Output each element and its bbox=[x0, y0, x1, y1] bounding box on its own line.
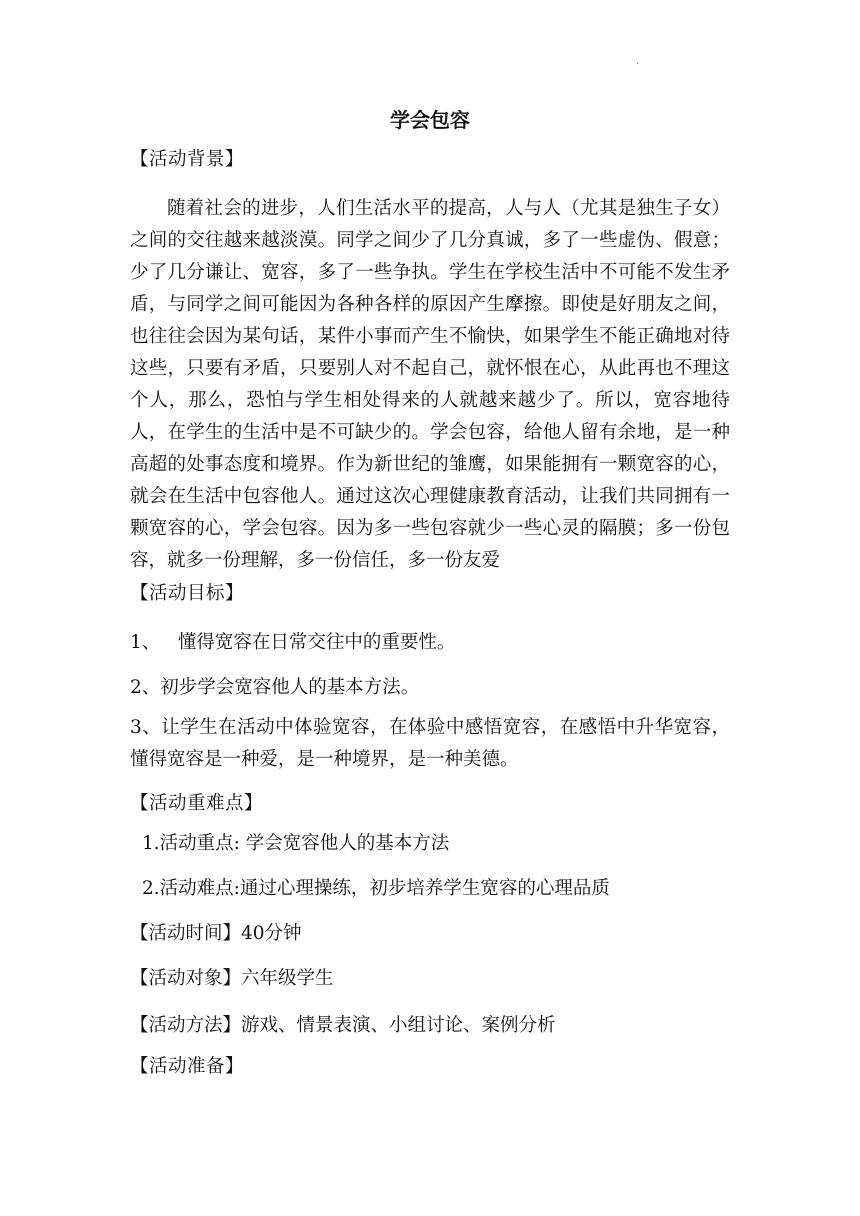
header-mark: . bbox=[636, 56, 640, 67]
page-title: 学会包容 bbox=[390, 108, 470, 132]
goal-item-3: 3、让学生在活动中体验宽容，在体验中感悟宽容，在感悟中升华宽容，懂得宽容是一种爱，是一种境界，是一种美德。 bbox=[130, 717, 730, 770]
background-paragraph: 随着社会的进步，人们生活水平的提高，人与人（尤其是独生子女）之间的交往越来越淡漠。同学之间少了几分真诚，多了一些虚伪、假意；少了几分谦让、宽容，多了一些争执。学生在学校生活中不可能不发生矛盾，与同学之间可能因为各种各样的原因产生摩擦。即使是好朋友之间，也往往会因为某句话，某件小事而产生不愉快，如果学生不能正确地对待这些，只要有矛盾，只要别人对不起自己，就怀恨在心，从此再也不理这个人，那么，恐怕与学生相处得来的人就越来越少了。所以，宽容地待人，在学生的生活中是不可缺少的。学会包容，给他人留有余地，是一种高超的处事态度和境界。作为新世纪的雏鹰，如果能拥有一颗宽容的心，就会在生活中包容他人。通过这次心理健康教育活动，让我们共同拥有一颗宽容的心，学会包容。因为多一些包容就少一些心灵的隔膜；多一份包容，就多一份理解，多一份信任，多一份友爱 bbox=[130, 198, 730, 571]
activity-time: 【活动时间】40分钟 bbox=[130, 923, 302, 944]
preparation-heading: 【活动准备】 bbox=[130, 1056, 245, 1077]
key-points-heading: 【活动重难点】 bbox=[130, 793, 264, 814]
goal-item-2: 2、初步学会宽容他人的基本方法。 bbox=[130, 677, 420, 698]
activity-methods: 【活动方法】游戏、情景表演、小组讨论、案例分析 bbox=[130, 1015, 556, 1036]
activity-audience: 【活动对象】六年级学生 bbox=[130, 968, 334, 989]
key-point-1: 1.活动重点: 学会宽容他人的基本方法 bbox=[142, 833, 450, 854]
key-point-2: 2.活动难点:通过心理操练，初步培养学生宽容的心理品质 bbox=[142, 878, 610, 899]
goals-heading: 【活动目标】 bbox=[130, 583, 245, 604]
goal-item-1: 1、 懂得宽容在日常交往中的重要性。 bbox=[130, 632, 456, 653]
background-heading: 【活动背景】 bbox=[130, 149, 245, 170]
